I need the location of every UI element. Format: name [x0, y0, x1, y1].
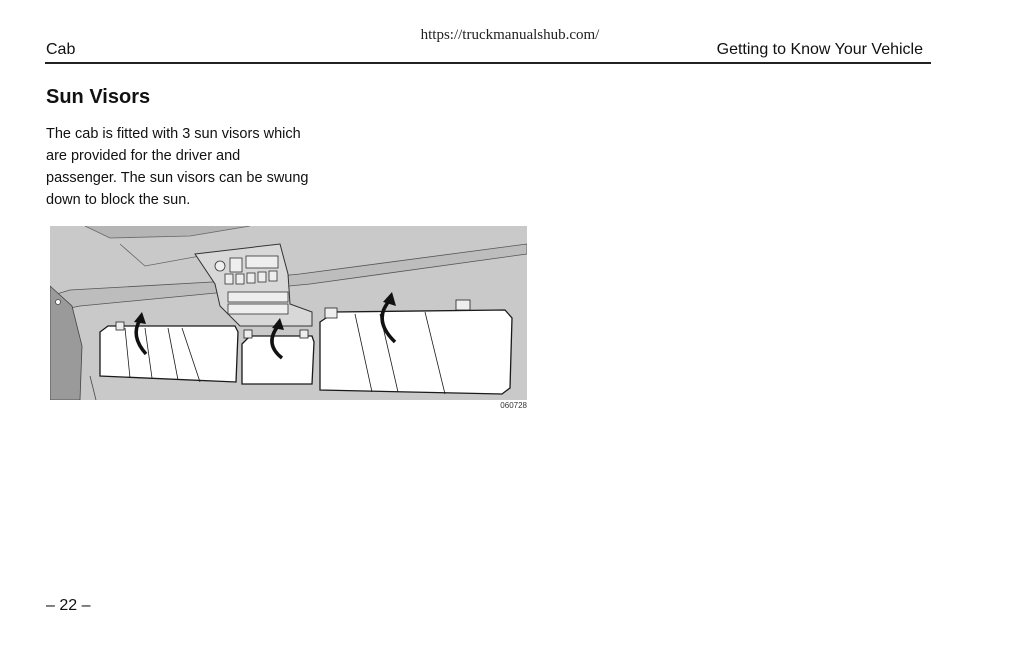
figure-code: 060728 — [500, 401, 527, 410]
page-number: – 22 – — [46, 597, 91, 614]
body-paragraph: The cab is fitted with 3 sun visors which are provided for the driver and passenger. The sun visors can be swung down to block the sun. — [46, 126, 309, 208]
header-rule — [45, 62, 931, 64]
header-section: Cab — [46, 41, 76, 58]
sun-visor-right — [320, 310, 512, 394]
header-chapter: Getting to Know Your Vehicle — [716, 41, 923, 58]
sun-visor-center — [242, 336, 314, 384]
watermark-url[interactable]: https://truckmanualshub.com/ — [420, 27, 600, 43]
page-title: Sun Visors — [46, 86, 151, 108]
sun-visors-illustration — [50, 226, 527, 400]
